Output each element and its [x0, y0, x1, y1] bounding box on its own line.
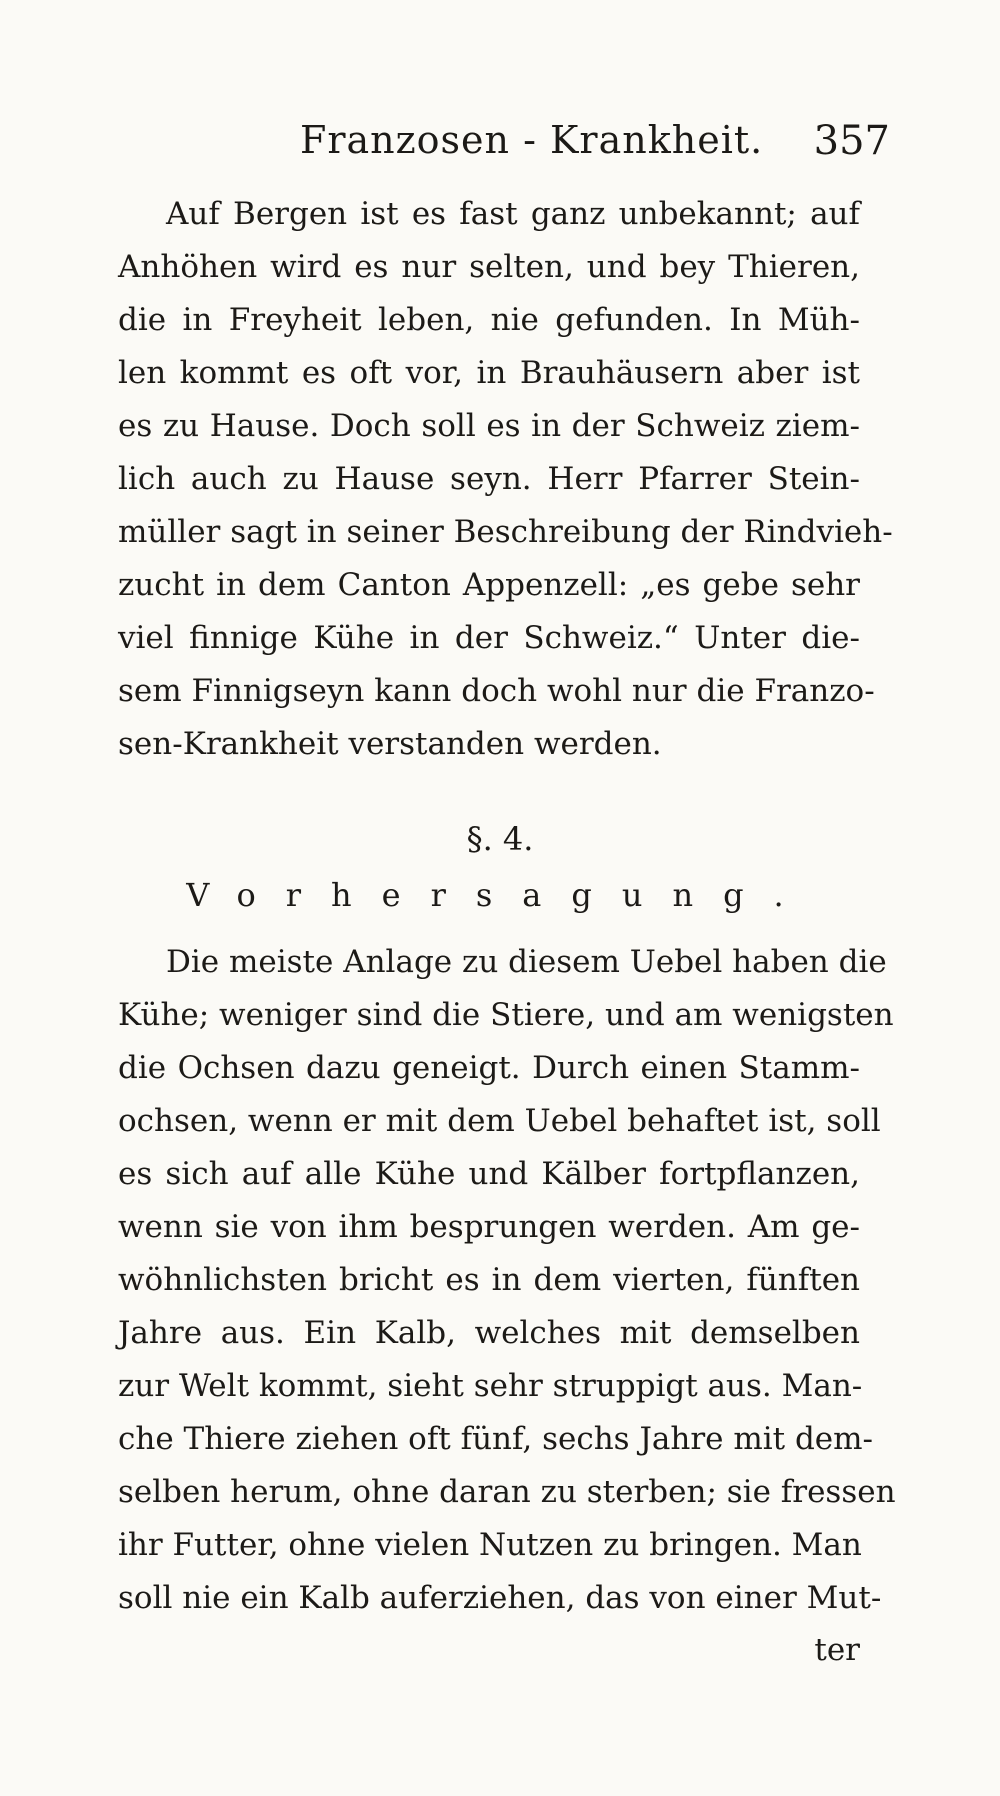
- page-number: 357: [813, 118, 890, 164]
- text-line: die in Freyheit leben, nie gefunden. In Müh-: [118, 302, 860, 338]
- paragraph-2: [118, 936, 896, 1625]
- section-mark: §. 4.: [466, 820, 534, 858]
- section-heading: Vorhersagung.: [186, 876, 814, 914]
- text-line: es sich auf alle Kühe und Kälber fortpflanzen,: [118, 1156, 860, 1192]
- paragraph-1: [118, 188, 893, 771]
- text-line: Kühe; weniger sind die Stiere, und am wenigsten: [118, 997, 894, 1033]
- text-line: wenn sie von ihm besprungen werden. Am ge-: [118, 1209, 860, 1245]
- text-line: wöhnlichsten bricht es in dem vierten, fünften: [118, 1262, 860, 1298]
- text-line: che Thiere ziehen oft fünf, sechs Jahre mit dem-: [118, 1421, 874, 1457]
- text-line: Auf Bergen ist es fast ganz unbekannt; auf: [166, 196, 860, 232]
- text-line: Die meiste Anlage zu diesem Uebel haben die: [166, 944, 887, 980]
- page-header: [300, 118, 890, 174]
- text-line: viel finnige Kühe in der Schweiz.“ Unter die-: [118, 620, 860, 656]
- text-line: sem Finnigseyn kann doch wohl nur die Franzo-: [118, 673, 875, 709]
- text-line: ihr Futter, ohne vielen Nutzen zu bringen. Man: [118, 1527, 862, 1563]
- text-line: Anhöhen wird es nur selten, und bey Thieren,: [118, 249, 860, 285]
- text-line: zucht in dem Canton Appenzell: „es gebe sehr: [118, 567, 860, 603]
- text-line: zur Welt kommt, sieht sehr struppigt aus. Man-: [118, 1368, 863, 1404]
- text-line: Jahre aus. Ein Kalb, welches mit demselben: [118, 1315, 860, 1351]
- text-line: es zu Hause. Doch soll es in der Schweiz ziem-: [118, 408, 860, 444]
- text-line: selben herum, ohne daran zu sterben; sie fressen: [118, 1474, 896, 1510]
- catchword: ter: [814, 1632, 860, 1668]
- running-title: Franzosen - Krankheit.: [300, 118, 764, 162]
- text-line: sen-Krankheit verstanden werden.: [118, 726, 662, 762]
- text-line: len kommt es oft vor, in Brauhäusern aber ist: [118, 355, 860, 391]
- text-line: soll nie ein Kalb auferziehen, das von einer Mut-: [118, 1580, 882, 1616]
- text-line: müller sagt in seiner Beschreibung der Rindvieh-: [118, 514, 893, 550]
- text-line: die Ochsen dazu geneigt. Durch einen Stamm-: [118, 1050, 860, 1086]
- text-line: lich auch zu Hause seyn. Herr Pfarrer Stein-: [118, 461, 860, 497]
- text-line: ochsen, wenn er mit dem Uebel behaftet ist, soll: [118, 1103, 881, 1139]
